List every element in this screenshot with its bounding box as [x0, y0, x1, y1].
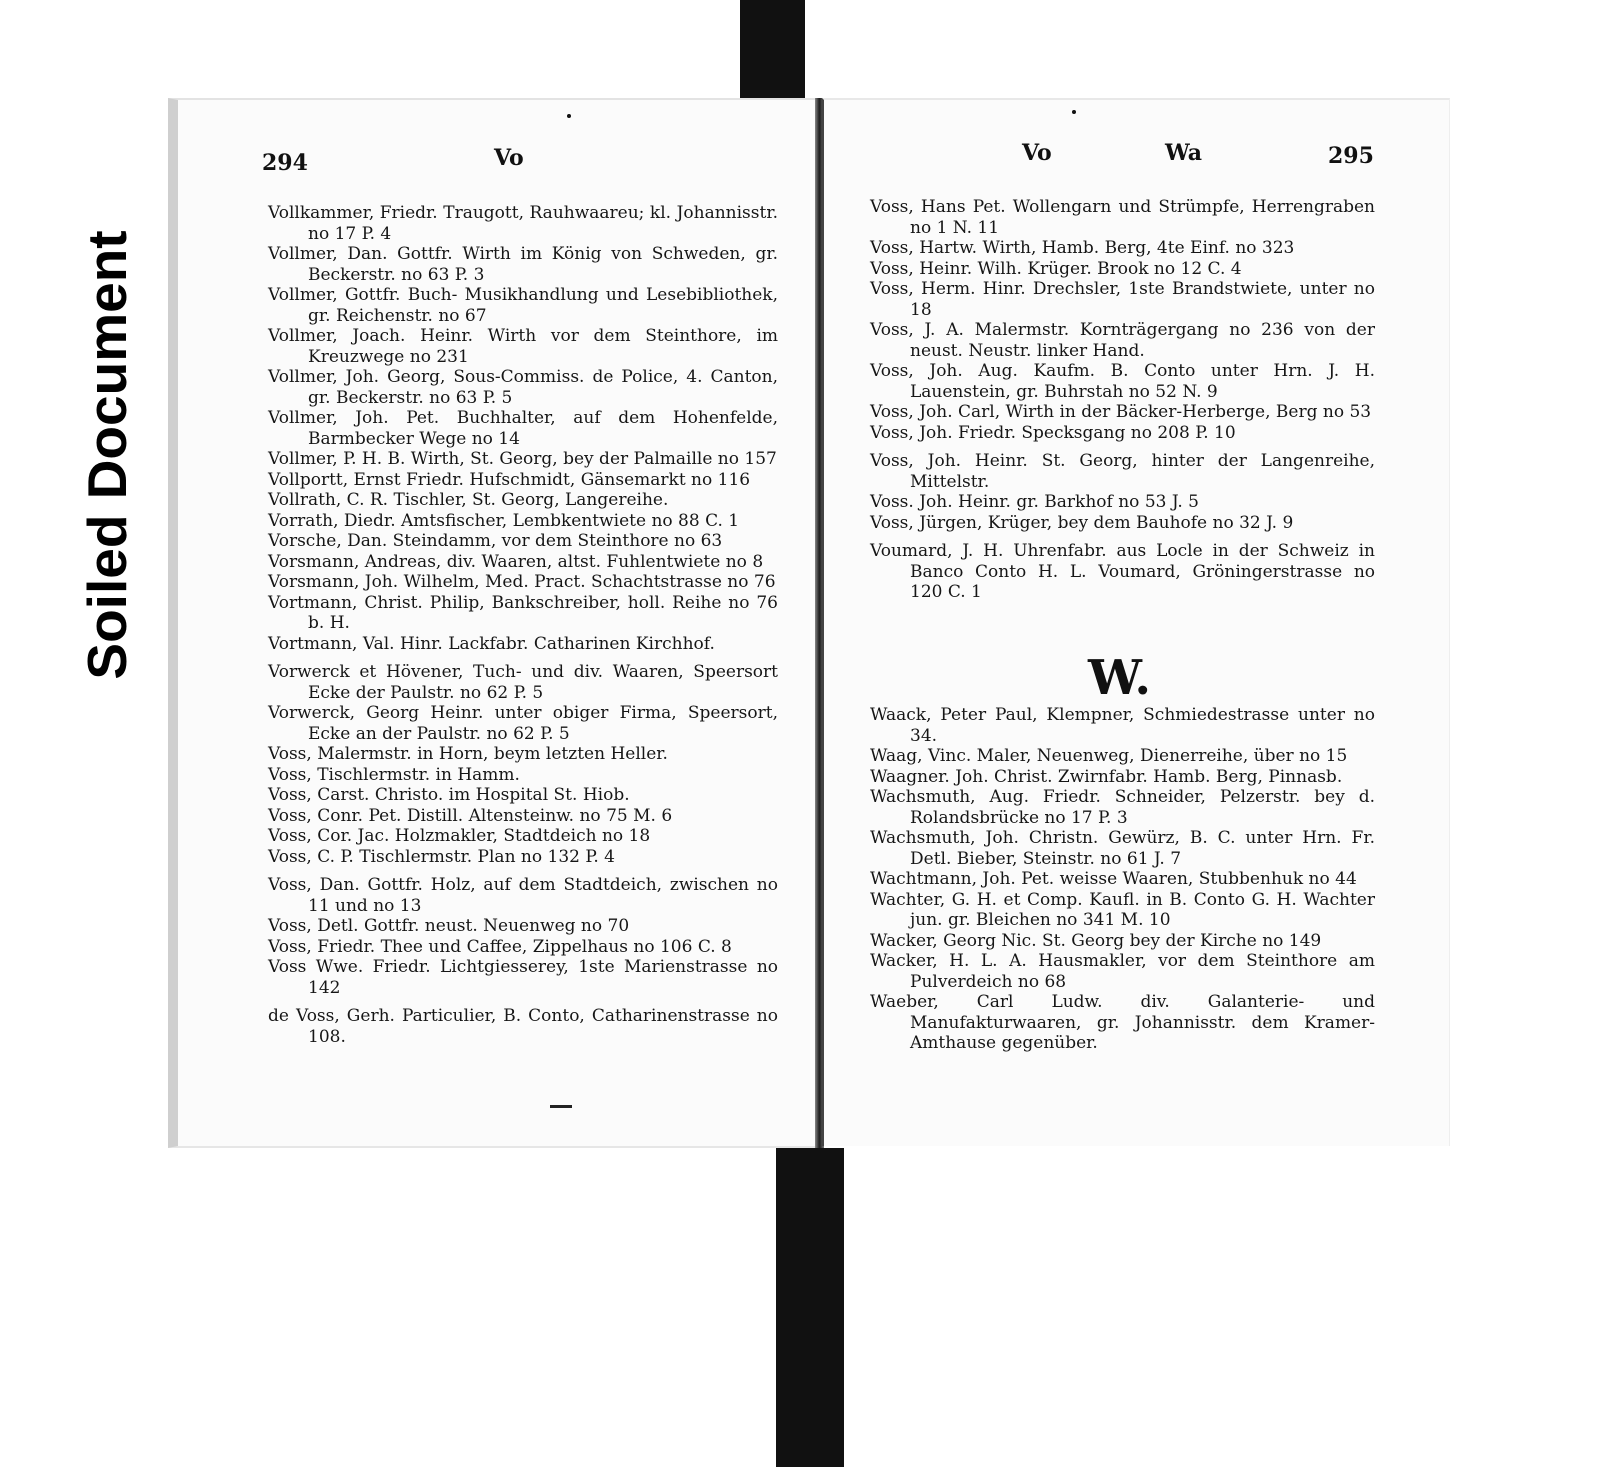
- list-item: Wachsmuth, Joh. Christn. Gewürz, B. C. unter Hrn. Fr. Detl. Bieber, Steinstr. no 61 J. 7: [870, 828, 1375, 869]
- list-item: Voss, Detl. Gottfr. neust. Neuenweg no 70: [268, 916, 630, 936]
- footer-dash: [550, 1105, 572, 1108]
- list-item: Waack, Peter Paul, Klempner, Schmiedestrasse unter no 34.: [870, 705, 1375, 746]
- list-item: Voss, Heinr. Wilh. Krüger. Brook no 12 C. 4: [870, 258, 1242, 279]
- list-item: Voss, Tischlermstr. in Hamm.: [268, 764, 520, 785]
- list-item: Vollmer, Joach. Heinr. Wirth vor dem Steinthore, im Kreuzwege no 231: [268, 326, 778, 367]
- list-item: Vollmer, Joh. Pet. Buchhalter, auf dem Hohenfelde, Barmbecker Wege no 14: [268, 408, 778, 449]
- list-item: Wachsmuth, Aug. Friedr. Schneider, Pelzerstr. bey d. Rolandsbrücke no 17 P. 3: [870, 787, 1375, 828]
- right-entry-list-vo: [870, 197, 1375, 603]
- list-item: Wachtmann, Joh. Pet. weisse Waaren, Stubbenhuk no 44: [870, 869, 1357, 889]
- list-item: Waag, Vinc. Maler, Neuenweg, Dienerreihe, über no 15: [870, 746, 1348, 766]
- ink-dot: [567, 114, 571, 118]
- stamp-label: Soiled Document: [76, 230, 138, 680]
- list-item: Vorrath, Diedr. Amtsfischer, Lembkentwiete no 88 C. 1: [268, 510, 740, 531]
- list-item: Voss, Cor. Jac. Holzmakler, Stadtdeich no 18: [268, 826, 651, 846]
- list-item: Voss, Joh. Heinr. St. Georg, hinter der Langenreihe, Mittelstr.: [870, 451, 1375, 492]
- list-item: Voss, Joh. Carl, Wirth in der Bäcker-Herberge, Berg no 53: [870, 402, 1372, 422]
- list-item: Vorwerck et Hövener, Tuch- und div. Waaren, Speersort Ecke der Paulstr. no 62 P. 5: [268, 662, 778, 703]
- list-item: Voss, Carst. Christo. im Hospital St. Hiob.: [268, 785, 630, 805]
- list-item: Voss. Joh. Heinr. gr. Barkhof no 53 J. 5: [870, 492, 1199, 512]
- list-item: Voss, Dan. Gottfr. Holz, auf dem Stadtdeich, zwischen no 11 und no 13: [268, 875, 778, 916]
- list-item: Vorwerck, Georg Heinr. unter obiger Firma, Speersort, Ecke an der Paulstr. no 62 P. 5: [268, 703, 778, 744]
- list-item: Voss, J. A. Malermstr. Kornträgergang no 236 von der neust. Neustr. linker Hand.: [870, 320, 1375, 361]
- list-item: Vollrath, C. R. Tischler, St. Georg, Langereihe.: [268, 490, 669, 510]
- list-item: Voss, Conr. Pet. Distill. Altensteinw. no 75 M. 6: [268, 805, 673, 826]
- list-item: Vortmann, Christ. Philip, Bankschreiber, holl. Reihe no 76 b. H.: [268, 592, 778, 633]
- list-item: Vollmer, Joh. Georg, Sous-Commiss. de Police, 4. Canton, gr. Beckerstr. no 63 P. 5: [268, 367, 778, 408]
- left-running-head: Vo: [494, 145, 524, 171]
- list-item: Vollmer, Dan. Gottfr. Wirth im König von Schweden, gr. Beckerstr. no 63 P. 3: [268, 244, 778, 285]
- list-item: de Voss, Gerh. Particulier, B. Conto, Catharinenstrasse no 108.: [268, 1006, 778, 1047]
- list-item: Voss, Malermstr. in Horn, beym letzten Heller.: [268, 744, 668, 764]
- list-item: Voss, Joh. Aug. Kaufm. B. Conto unter Hrn. J. H. Lauenstein, gr. Buhrstah no 52 N. 9: [870, 361, 1375, 402]
- left-page-number: 294: [262, 150, 308, 176]
- list-item: Vollmer, Gottfr. Buch- Musikhandlung und Lesebibliothek, gr. Reichenstr. no 67: [268, 285, 778, 326]
- right-page-number: 295: [1328, 143, 1374, 169]
- spine-bar-top: [740, 0, 805, 100]
- soiled-document-stamp: [72, 200, 142, 710]
- list-item: Vorsche, Dan. Steindamm, vor dem Steinthore no 63: [268, 531, 723, 551]
- list-item: Voss, Herm. Hinr. Drechsler, 1ste Brandstwiete, unter no 18: [870, 279, 1375, 320]
- list-item: Wachter, G. H. et Comp. Kaufl. in B. Conto G. H. Wachter jun. gr. Bleichen no 341 M. 10: [870, 889, 1375, 930]
- list-item: Wacker, H. L. A. Hausmakler, vor dem Steinthore am Pulverdeich no 68: [870, 951, 1375, 992]
- list-item: Voss, Hartw. Wirth, Hamb. Berg, 4te Einf. no 323: [870, 238, 1295, 258]
- right-entry-list-wa: [870, 705, 1375, 1054]
- list-item: Voss, C. P. Tischlermstr. Plan no 132 P. 4: [268, 846, 615, 867]
- list-item: Vollportt, Ernst Friedr. Hufschmidt, Gänsemarkt no 116: [268, 469, 751, 490]
- list-item: Vorsmann, Joh. Wilhelm, Med. Pract. Schachtstrasse no 76: [268, 572, 776, 592]
- list-item: Vollkammer, Friedr. Traugott, Rauhwaareu; kl. Johannisstr. no 17 P. 4: [268, 203, 778, 244]
- section-letter-w: W.: [1088, 650, 1152, 706]
- spine-bar-bottom: [776, 1148, 844, 1467]
- list-item: Voss, Friedr. Thee und Caffee, Zippelhaus no 106 C. 8: [268, 936, 732, 957]
- list-item: Vollmer, P. H. B. Wirth, St. Georg, bey der Palmaille no 157: [268, 449, 777, 469]
- list-item: Waeber, Carl Ludw. div. Galanterie- und Manufakturwaaren, gr. Johannisstr. dem Kramer-Amthause gegenüber.: [870, 992, 1375, 1053]
- list-item: Voss Wwe. Friedr. Lichtgiesserey, 1ste Marienstrasse no 142: [268, 957, 778, 998]
- left-entry-list: [268, 203, 778, 1047]
- ink-dot: [1072, 110, 1076, 114]
- list-item: Vorsmann, Andreas, div. Waaren, altst. Fuhlentwiete no 8: [268, 551, 764, 572]
- list-item: Voss, Joh. Friedr. Specksgang no 208 P. 10: [870, 422, 1236, 443]
- list-item: Waagner. Joh. Christ. Zwirnfabr. Hamb. Berg, Pinnasb.: [870, 766, 1343, 787]
- list-item: Vortmann, Val. Hinr. Lackfabr. Catharinen Kirchhof.: [268, 633, 715, 654]
- right-running-head-wa: Wa: [1165, 140, 1203, 166]
- list-item: Voss, Hans Pet. Wollengarn und Strümpfe, Herrengraben no 1 N. 11: [870, 197, 1375, 238]
- list-item: Voss, Jürgen, Krüger, bey dem Bauhofe no 32 J. 9: [870, 512, 1294, 533]
- right-running-head-vo: Vo: [1022, 140, 1052, 166]
- list-item: Voumard, J. H. Uhrenfabr. aus Locle in der Schweiz in Banco Conto H. L. Voumard, Gröningerstrasse no 120 C. 1: [870, 541, 1375, 602]
- list-item: Wacker, Georg Nic. St. Georg bey der Kirche no 149: [870, 930, 1322, 951]
